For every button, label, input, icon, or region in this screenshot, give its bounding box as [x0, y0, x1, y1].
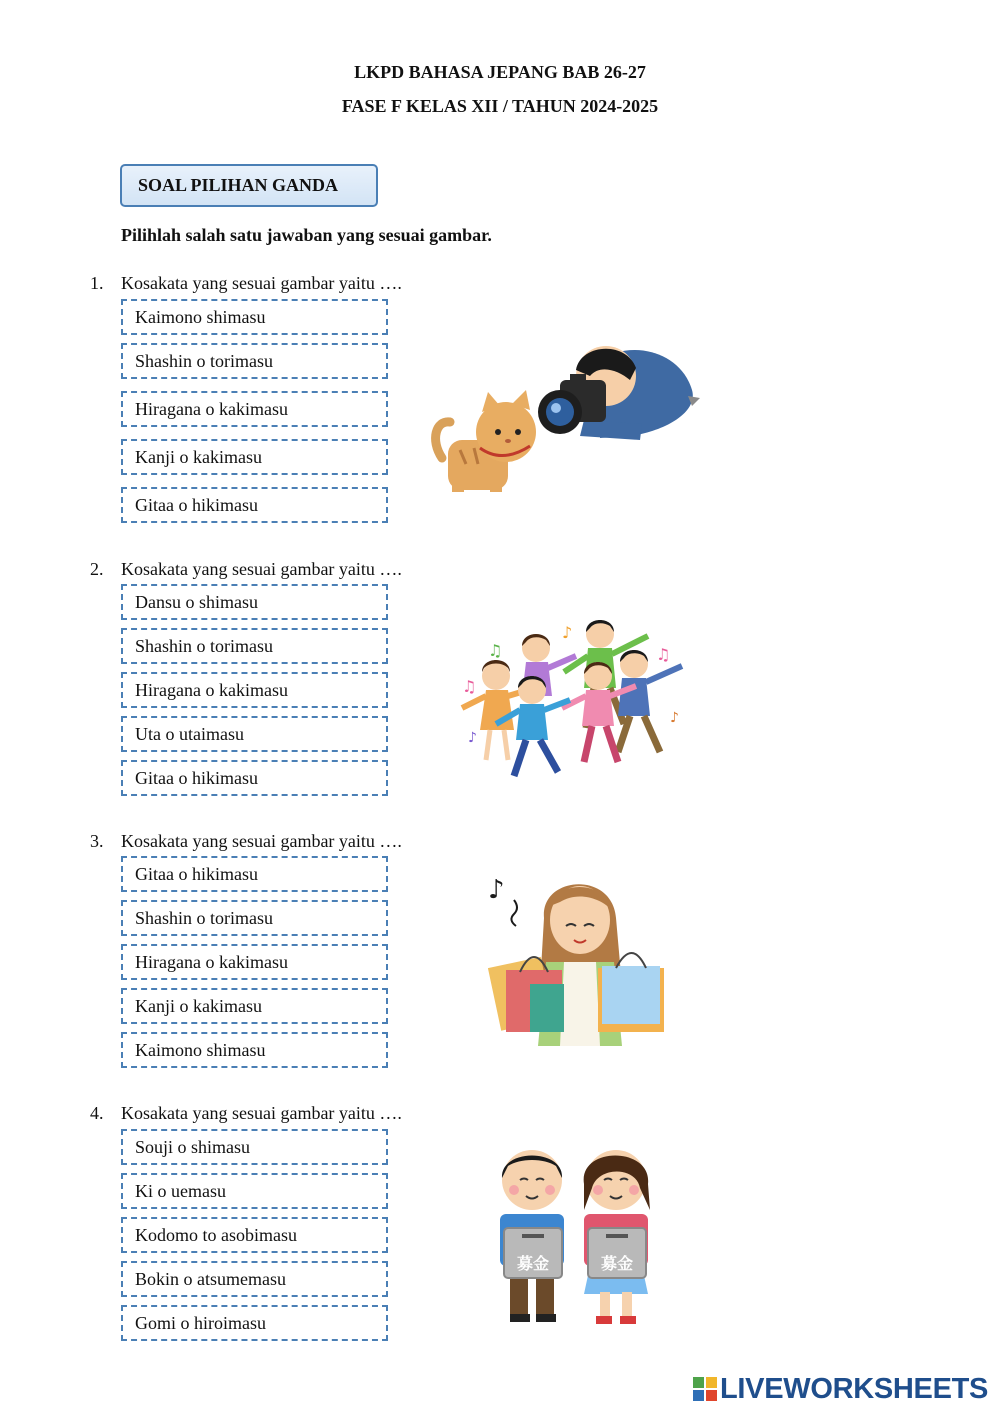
- question-text: Kosakata yang sesuai gambar yaitu ….: [121, 1103, 402, 1123]
- music-note-icon: [656, 645, 670, 664]
- answer-option[interactable]: Gitaa o hikimasu: [121, 487, 388, 523]
- answer-option[interactable]: Uta o utaimasu: [121, 716, 388, 752]
- svg-text:♫: ♫: [656, 645, 671, 664]
- question-number: 1.: [90, 273, 104, 293]
- answer-option[interactable]: Ki o uemasu: [121, 1173, 388, 1209]
- question-4: [90, 1103, 402, 1124]
- answer-option[interactable]: Bokin o atsumemasu: [121, 1261, 388, 1297]
- answer-option[interactable]: Gitaa o hikimasu: [121, 760, 388, 796]
- answer-option[interactable]: Kanji o kakimasu: [121, 439, 388, 475]
- donation-collectors-illustration: [494, 1144, 656, 1326]
- svg-text:♪: ♪: [562, 623, 573, 642]
- answer-option[interactable]: Shashin o torimasu: [121, 343, 388, 379]
- music-note-icon: [468, 730, 477, 746]
- worksheet-subtitle: FASE F KELAS XII / TAHUN 2024-2025: [341, 96, 659, 116]
- section-label: SOAL PILIHAN GANDA: [120, 164, 378, 207]
- answer-option[interactable]: Shashin o torimasu: [121, 900, 388, 936]
- worksheet-title: LKPD BAHASA JEPANG BAB 26-27: [354, 62, 646, 82]
- answer-option[interactable]: Hiragana o kakimasu: [121, 391, 388, 427]
- answer-option[interactable]: Gitaa o hikimasu: [121, 856, 388, 892]
- answer-option[interactable]: Kanji o kakimasu: [121, 988, 388, 1024]
- question-text: Kosakata yang sesuai gambar yaitu ….: [121, 273, 402, 293]
- question-number: 4.: [90, 1103, 104, 1123]
- question-text: Kosakata yang sesuai gambar yaitu ….: [121, 559, 402, 579]
- answer-option[interactable]: Gomi o hiroimasu: [121, 1305, 388, 1341]
- question-text: Kosakata yang sesuai gambar yaitu ….: [121, 831, 402, 851]
- answer-option[interactable]: Shashin o torimasu: [121, 628, 388, 664]
- question-number: 2.: [90, 559, 104, 579]
- music-note-icon: [488, 875, 505, 905]
- photographer-icon: [538, 346, 700, 440]
- liveworksheets-brand-text: LIVEWORKSHEETS: [720, 1372, 989, 1405]
- dancing-group-illustration: [452, 612, 690, 784]
- music-note-icon: [670, 710, 679, 726]
- liveworksheets-logo-icon: [693, 1377, 717, 1401]
- dancer-icon: [618, 650, 682, 752]
- photographer-cat-illustration: [430, 340, 702, 498]
- svg-text:♪: ♪: [488, 875, 505, 905]
- question-1: [90, 273, 402, 294]
- question-number: 3.: [90, 831, 104, 851]
- svg-text:♪: ♪: [670, 710, 679, 726]
- answer-option[interactable]: Hiragana o kakimasu: [121, 672, 388, 708]
- question-2: [90, 559, 402, 580]
- answer-option[interactable]: Kodomo to asobimasu: [121, 1217, 388, 1253]
- answer-option[interactable]: Kaimono shimasu: [121, 299, 388, 335]
- answer-option[interactable]: Souji o shimasu: [121, 1129, 388, 1165]
- liveworksheets-logo[interactable]: [693, 1374, 988, 1404]
- answer-option[interactable]: Dansu o shimasu: [121, 584, 388, 620]
- instruction-text: Pilihlah salah satu jawaban yang sesuai gambar.: [121, 225, 492, 245]
- answer-option[interactable]: Hiragana o kakimasu: [121, 944, 388, 980]
- donation-box-icon: [504, 1228, 562, 1278]
- svg-text:♪: ♪: [468, 730, 477, 746]
- music-note-icon: [462, 677, 476, 696]
- donation-box-label: 募金: [516, 1254, 550, 1273]
- music-note-icon: [488, 641, 502, 660]
- donation-box-label: 募金: [600, 1254, 634, 1273]
- svg-text:♫: ♫: [488, 641, 503, 660]
- cat-icon: [436, 390, 536, 492]
- svg-text:♫: ♫: [462, 677, 477, 696]
- question-3: [90, 831, 402, 852]
- answer-option[interactable]: Kaimono shimasu: [121, 1032, 388, 1068]
- shopping-woman-illustration: [480, 866, 676, 1050]
- donation-box-icon: [588, 1228, 646, 1278]
- music-note-icon: [562, 623, 572, 642]
